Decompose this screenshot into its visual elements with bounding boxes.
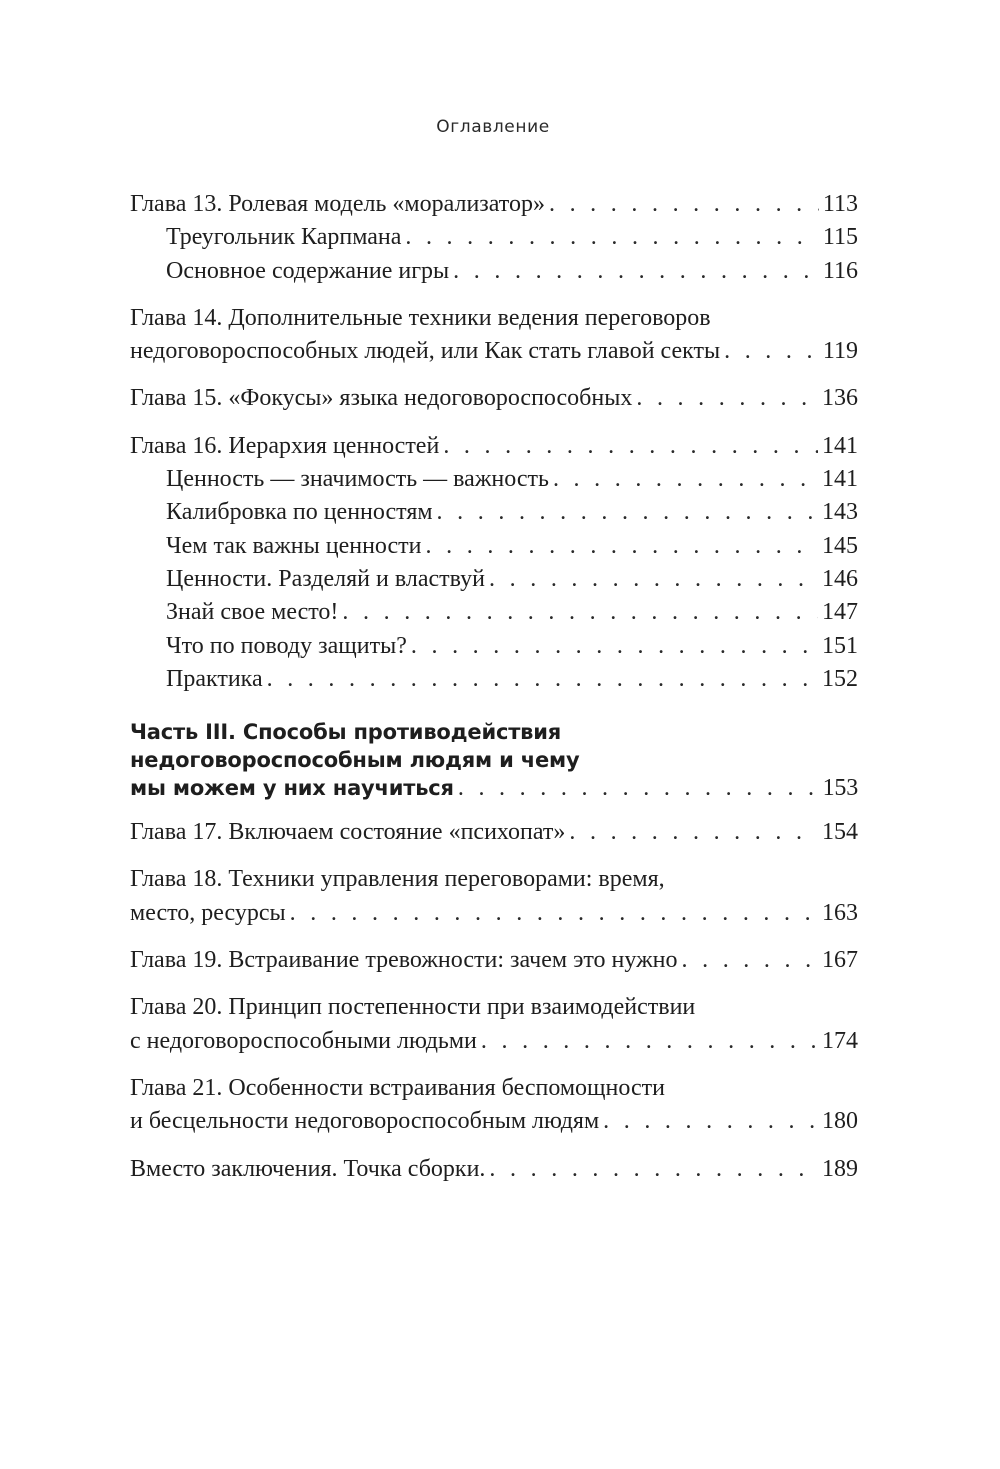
toc-entry-title: и бесцельности недоговороспособным людям [130,1108,600,1135]
toc-entry-page: 151 [822,632,858,659]
toc-entry-page: 163 [822,899,858,926]
dot-leader [458,774,819,802]
dot-leader [636,382,818,415]
toc-entry-page: 189 [822,1155,858,1182]
toc-entry-title: Знай свое место! [166,599,339,626]
toc-entry-title: Вместо заключения. Точка сборки. [130,1155,486,1182]
toc-entry-page: 180 [822,1108,858,1135]
dot-leader [603,1105,818,1138]
toc-entry-game-content [130,255,858,288]
dot-leader [411,630,818,663]
toc-entry-page: 143 [822,499,858,526]
toc-entry-title-line: Глава 21. Особенности встраивания беспомощности [130,1074,665,1101]
toc-entry-part-3 [130,718,858,802]
toc-entry-title: Основное содержание игры [166,257,450,284]
dot-leader [426,530,818,563]
toc-entry-practice [130,663,858,696]
toc-entry-chapter-15 [130,382,858,415]
toc-entry-page: 113 [822,191,858,217]
toc-entry-divide-and-rule [130,563,858,596]
toc-entry-page: 154 [822,819,858,846]
toc-entry-chapter-20 [130,991,858,1058]
dot-leader [290,897,818,930]
dot-leader [481,1025,818,1058]
toc-entry-why-values-matter [130,530,858,563]
toc-entry-chapter-17 [130,816,858,849]
toc-entry-value-calibration [130,496,858,529]
toc-entry-chapter-13 [130,188,858,221]
toc-entry-title-line: Часть III. Способы противодействия [130,720,562,745]
dot-leader [553,463,818,496]
toc-entry-title: Что по поводу защиты? [166,632,407,659]
dot-leader [489,1153,818,1186]
toc-entry-title: Ценность — значимость — важность [166,466,549,493]
toc-entry-title-line: недоговороспособным людям и чему [130,748,580,773]
toc-entry-karpman-triangle [130,221,858,254]
toc-entry-title: Чем так важны ценности [166,532,422,559]
toc-entry-title: место, ресурсы [130,899,286,926]
dot-leader [724,335,819,368]
toc-entry-title: Ценности. Разделяй и властвуй [166,565,486,592]
toc-entry-title: мы можем у них научиться [130,776,454,801]
toc-entry-page: 119 [822,338,858,365]
toc-entry-title: Глава 17. Включаем состояние «психопат» [130,819,566,846]
toc-entry-page: 136 [822,385,858,412]
dot-leader [453,255,819,288]
toc-entry-page: 116 [822,257,858,284]
dot-leader [682,944,819,977]
dot-leader [443,430,818,463]
toc-entry-chapter-19 [130,944,858,977]
toc-entry-page: 147 [822,599,858,626]
toc-entry-title: Калибровка по ценностям [166,499,433,526]
toc-entry-page: 141 [822,466,858,493]
dot-leader [549,188,819,221]
toc-entry-title: Треугольник Карпмана [166,224,402,251]
toc-entry-title: Глава 16. Иерархия ценностей [130,432,440,459]
toc-entry-chapter-14 [130,302,858,369]
toc-entry-title: недоговороспособных людей, или Как стать главой секты [130,338,721,365]
dot-leader [342,596,818,629]
toc-entry-page: 174 [822,1027,858,1054]
dot-leader [267,663,818,696]
toc-entry-know-your-place [130,596,858,629]
toc-entry-title: Глава 13. Ролевая модель «морализатор» [130,191,545,217]
toc-entry-title-line: Глава 18. Техники управления переговорами: время, [130,866,665,893]
toc-entry-about-protection [130,630,858,663]
dot-leader [569,816,818,849]
dot-leader [437,496,818,529]
toc-entry-page: 152 [822,665,858,692]
toc-entry-page: 115 [822,224,858,251]
toc-entry-chapter-18 [130,863,858,930]
toc-entry-title-line: Глава 20. Принцип постепенности при взаимодействии [130,994,696,1021]
dot-leader [405,221,819,254]
toc-entry-title: с недоговороспособными людьми [130,1027,477,1054]
toc-entry-title-line: Глава 14. Дополнительные техники ведения переговоров [130,304,711,331]
toc-entry-title: Практика [166,665,263,692]
dot-leader [489,563,818,596]
toc-entry-chapter-21 [130,1072,858,1139]
toc-entry-page: 146 [822,565,858,592]
toc-entry-page: 145 [822,532,858,559]
toc-entry-conclusion [130,1153,858,1186]
table-of-contents [130,188,858,1186]
toc-entry-title: Глава 15. «Фокусы» языка недоговороспособных [130,385,633,412]
toc-entry-value-significance [130,463,858,496]
running-head: Оглавление [436,117,550,137]
toc-entry-title: Глава 19. Встраивание тревожности: зачем это нужно [130,947,678,974]
toc-entry-page: 153 [822,775,858,802]
toc-entry-page: 167 [822,947,858,974]
toc-entry-page: 141 [822,432,858,459]
toc-entry-chapter-16 [130,430,858,463]
